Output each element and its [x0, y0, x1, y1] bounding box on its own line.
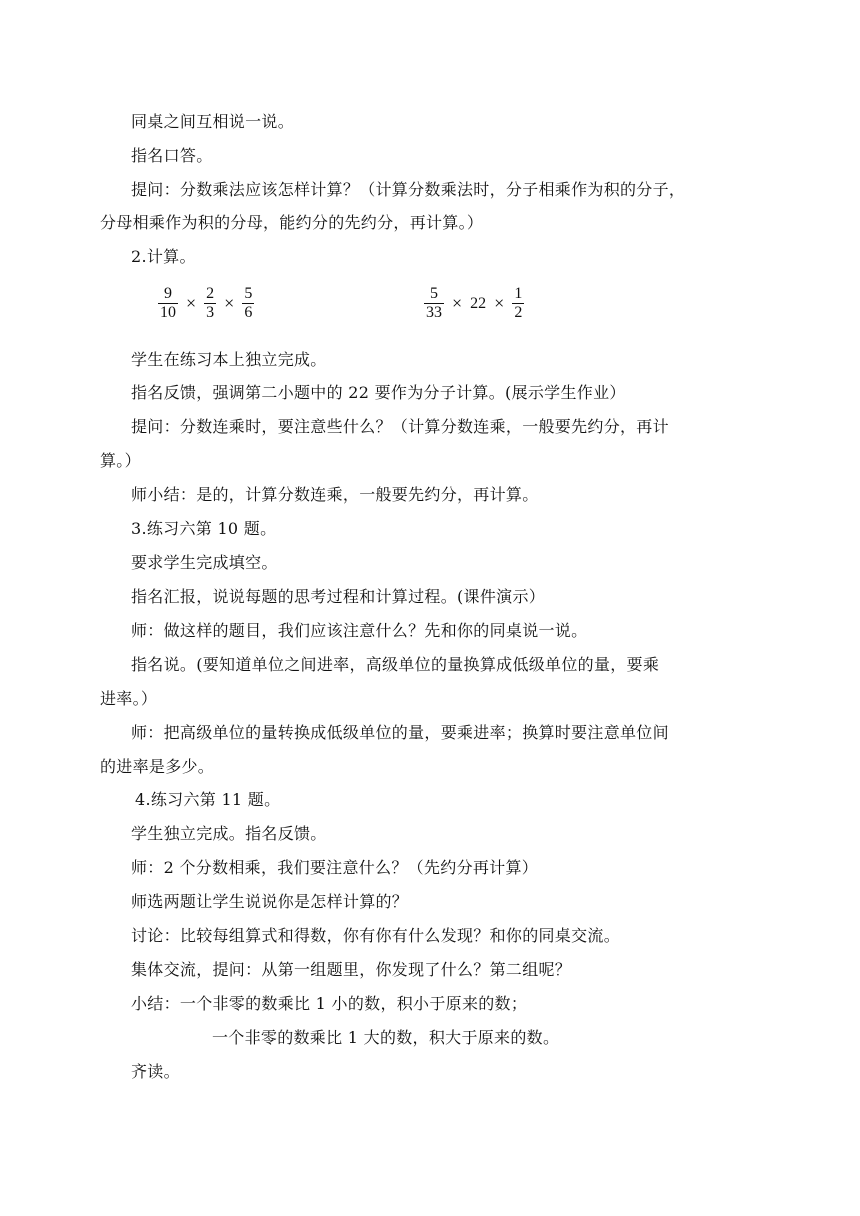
paragraph: 指名说。(要知道单位之间进率，高级单位的量换算成低级单位的量，要乘 [131, 655, 660, 674]
multiply-sign: × [494, 293, 505, 313]
section-heading: 4.练习六第 11 题。 [135, 790, 281, 809]
paragraph-continuation: 的进率是多少。 [100, 757, 215, 776]
numerator: 2 [206, 285, 215, 302]
denominator: 6 [244, 304, 253, 321]
multiply-sign: × [224, 293, 235, 313]
denominator: 3 [206, 304, 215, 321]
fraction-expression-2 [424, 285, 524, 322]
paragraph: 集体交流，提问：从第一组题里，你发现了什么？第二组呢？ [131, 960, 572, 979]
section-heading: 3.练习六第 10 题。 [131, 519, 277, 538]
paragraph: 师：把高级单位的量转换成低级单位的量，要乘进率；换算时要注意单位间 [131, 723, 669, 742]
paragraph: 指名反馈，强调第二小题中的 22 要作为分子计算。(展示学生作业） [131, 383, 626, 402]
denominator: 10 [160, 304, 176, 321]
fraction [158, 285, 178, 322]
summary-line: 一个非零的数乘比 1 大的数，积大于原来的数。 [212, 1028, 560, 1047]
paragraph: 要求学生完成填空。 [131, 553, 278, 572]
whole-number: 22 [470, 294, 487, 312]
paragraph: 提问：分数连乘时，要注意些什么？（计算分数连乘，一般要先约分，再计 [131, 417, 669, 436]
fraction [424, 285, 444, 322]
summary-line: 小结：一个非零的数乘比 1 小的数，积小于原来的数； [131, 994, 528, 1013]
numerator: 5 [244, 285, 253, 302]
denominator: 2 [514, 304, 523, 321]
paragraph: 师选两题让学生说说你是怎样计算的？ [131, 892, 409, 911]
fraction [512, 285, 524, 322]
fraction [242, 285, 254, 322]
paragraph: 同桌之间互相说一说。 [131, 112, 295, 131]
paragraph: 提问：分数乘法应该怎样计算？（计算分数乘法时，分子相乘作为积的分子， [131, 180, 686, 199]
numerator: 1 [514, 285, 523, 302]
multiply-sign: × [452, 293, 463, 313]
paragraph: 学生独立完成。指名反馈。 [131, 824, 327, 843]
paragraph: 指名口答。 [131, 146, 213, 165]
paragraph: 师：2 个分数相乘，我们要注意什么？（先约分再计算） [131, 858, 539, 877]
section-heading: 2.计算。 [131, 247, 196, 266]
paragraph: 齐读。 [131, 1062, 180, 1081]
denominator: 33 [426, 304, 442, 321]
paragraph-continuation: 分母相乘作为积的分母，能约分的先约分，再计算。） [100, 213, 484, 232]
paragraph: 指名汇报，说说每题的思考过程和计算过程。(课件演示） [131, 587, 546, 606]
numerator: 9 [158, 285, 178, 304]
fraction-expression-1 [158, 285, 254, 322]
numerator: 5 [424, 285, 444, 304]
paragraph: 讨论：比较每组算式和得数，你有你有什么发现？和你的同桌交流。 [131, 926, 621, 945]
paragraph-continuation: 进率。） [100, 689, 158, 708]
paragraph: 学生在练习本上独立完成。 [131, 350, 327, 369]
paragraph: 师：做这样的题目，我们应该注意什么？先和你的同桌说一说。 [131, 621, 588, 640]
paragraph: 师小结：是的，计算分数连乘，一般要先约分，再计算。 [131, 485, 539, 504]
multiply-sign: × [186, 293, 197, 313]
fraction [204, 285, 216, 322]
paragraph-continuation: 算。） [100, 451, 141, 470]
